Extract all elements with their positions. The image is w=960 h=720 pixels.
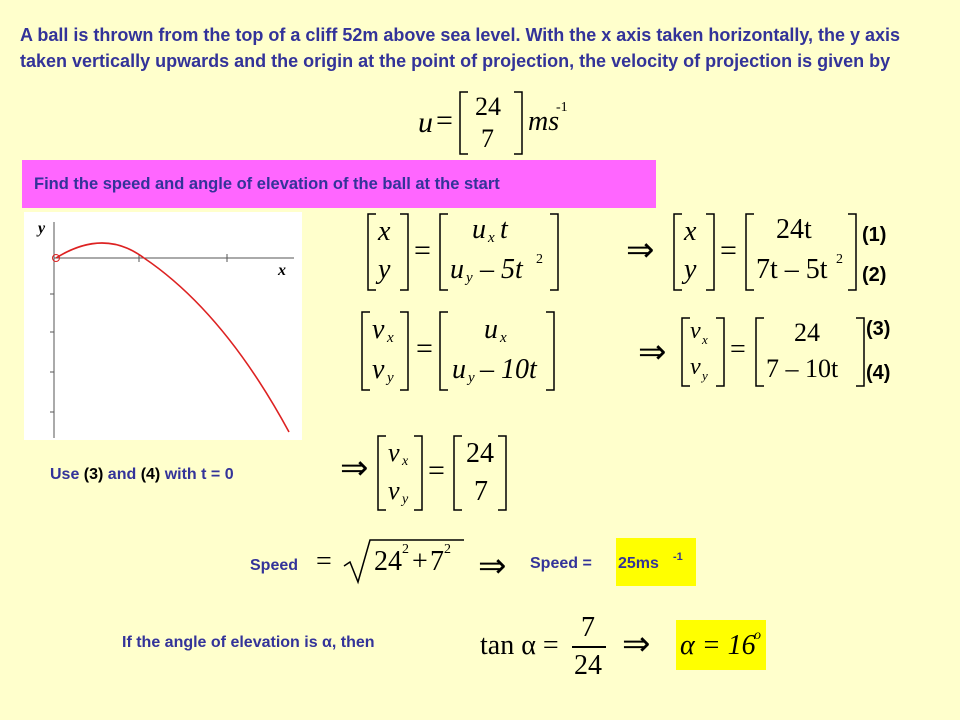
velocity-symbol: u <box>418 106 433 139</box>
initial-vy: 7 <box>474 476 488 507</box>
velocity-component-equation <box>360 310 560 392</box>
speed-term-2-exponent: 2 <box>444 542 451 557</box>
lhs-vy-sub: y <box>702 368 708 383</box>
axis-ticks <box>50 254 227 412</box>
velocity-x: 24 <box>475 92 501 121</box>
lhs-vy: v <box>690 354 701 380</box>
angle-result-highlight <box>676 620 766 670</box>
rhs-y-rest: – 10t <box>480 354 537 385</box>
velocity-y: 7 <box>481 124 494 153</box>
equals-sign: = <box>316 546 332 577</box>
position-result <box>672 212 862 292</box>
equals-sign: = <box>436 104 453 137</box>
lhs-vx-sub: x <box>702 332 708 347</box>
speed-plus: + <box>412 546 428 577</box>
use-prefix: Use <box>50 466 84 483</box>
trajectory-plot <box>24 212 302 440</box>
lhs-x: x <box>684 216 697 247</box>
lhs-vx-sub: x <box>387 330 394 346</box>
lhs-vy-sub: y <box>402 492 409 507</box>
rhs-x-sub: x <box>488 230 495 246</box>
position-equation <box>366 212 566 292</box>
initial-vx: 24 <box>466 438 494 469</box>
speed-result <box>530 555 592 573</box>
question-banner <box>22 160 656 208</box>
lhs-y: y <box>378 254 391 285</box>
implies-icon: ⇒ <box>340 450 369 487</box>
tan-denominator: 24 <box>574 650 602 681</box>
use-and: and <box>103 466 141 483</box>
lhs-vy-sub: y <box>387 370 394 386</box>
rhs-ux: u <box>484 314 498 345</box>
trajectory-curve <box>56 243 289 432</box>
problem-statement: A ball is thrown from the top of a cliff 52m above sea level. With the x axis taken horizontally, the y axis taken vertically upwards and the origin at the point of projection, the velocity of projection is given by <box>20 25 901 71</box>
speed-label: Speed <box>250 557 299 574</box>
speed-term-1: 24 <box>374 546 402 577</box>
result-vx: 24 <box>794 318 820 347</box>
rhs-uy: u <box>452 354 466 385</box>
lhs-vx: v <box>372 314 385 345</box>
result-y-exponent: 2 <box>836 252 843 267</box>
use-suffix: with t = 0 <box>160 466 234 483</box>
rhs-y-sub: y <box>466 270 473 286</box>
trajectory-graph <box>24 212 302 440</box>
lhs-vx-sub: x <box>402 454 409 469</box>
velocity-equation <box>418 90 568 156</box>
implies-icon: ⇒ <box>478 548 507 585</box>
implies-icon: ⇒ <box>622 626 651 663</box>
speed-value: 25ms <box>618 555 659 572</box>
equation-label-3: (3) <box>866 318 891 340</box>
rhs-y-u: u <box>450 254 464 285</box>
lhs-vy: v <box>372 354 385 385</box>
lhs-x: x <box>378 216 391 247</box>
use-instruction <box>50 466 234 484</box>
y-axis-label: y <box>38 220 46 237</box>
speed-result-prefix: Speed = <box>530 555 592 572</box>
x-axis-label: x <box>278 262 286 279</box>
implies-icon: ⇒ <box>626 232 655 269</box>
equation-label-4: (4) <box>866 362 891 384</box>
equals-sign: = <box>720 234 737 267</box>
speed-equation <box>316 536 466 586</box>
tan-equation <box>480 612 610 682</box>
tan-lhs: tan α = <box>480 630 559 661</box>
equation-label-2: (2) <box>862 264 887 286</box>
rhs-y-exponent: 2 <box>536 252 543 267</box>
ref-eq-3: (3) <box>83 466 104 483</box>
equals-sign: = <box>414 234 431 267</box>
rhs-uy-sub: y <box>468 370 475 386</box>
tan-numerator: 7 <box>581 612 595 643</box>
implies-icon: ⇒ <box>638 334 667 371</box>
speed-term-2: 7 <box>430 546 444 577</box>
rhs-x-u: u <box>472 214 486 245</box>
lhs-vx: v <box>388 438 400 467</box>
fraction-bar <box>572 646 606 648</box>
result-x: 24t <box>776 214 812 245</box>
rhs-y-rest: – 5t <box>480 254 523 285</box>
lhs-vx: v <box>690 318 701 344</box>
speed-term-1-exponent: 2 <box>402 542 409 557</box>
result-y: 7t – 5t <box>756 254 828 285</box>
equals-sign: = <box>730 334 746 365</box>
velocity-units-exponent: -1 <box>556 100 568 115</box>
equals-sign: = <box>428 454 445 487</box>
speed-result-highlight <box>616 538 696 586</box>
velocity-units: ms <box>528 106 560 137</box>
ref-eq-4: (4) <box>140 466 161 483</box>
initial-velocity <box>376 434 516 512</box>
rhs-x-t: t <box>500 214 508 245</box>
speed-value-exponent: -1 <box>673 551 683 563</box>
result-vy: 7 – 10t <box>766 354 839 383</box>
equals-sign: = <box>416 332 433 365</box>
angle-result: α = 16 <box>680 630 756 661</box>
velocity-result <box>680 316 870 388</box>
lhs-y: y <box>684 254 697 285</box>
lhs-vy: v <box>388 476 400 505</box>
angle-statement: If the angle of elevation is α, then <box>122 634 375 651</box>
question-text: Find the speed and angle of elevation of the ball at the start <box>34 175 500 193</box>
degree-symbol: o <box>754 628 761 643</box>
rhs-ux-sub: x <box>500 330 507 346</box>
equation-label-1: (1) <box>862 224 887 246</box>
